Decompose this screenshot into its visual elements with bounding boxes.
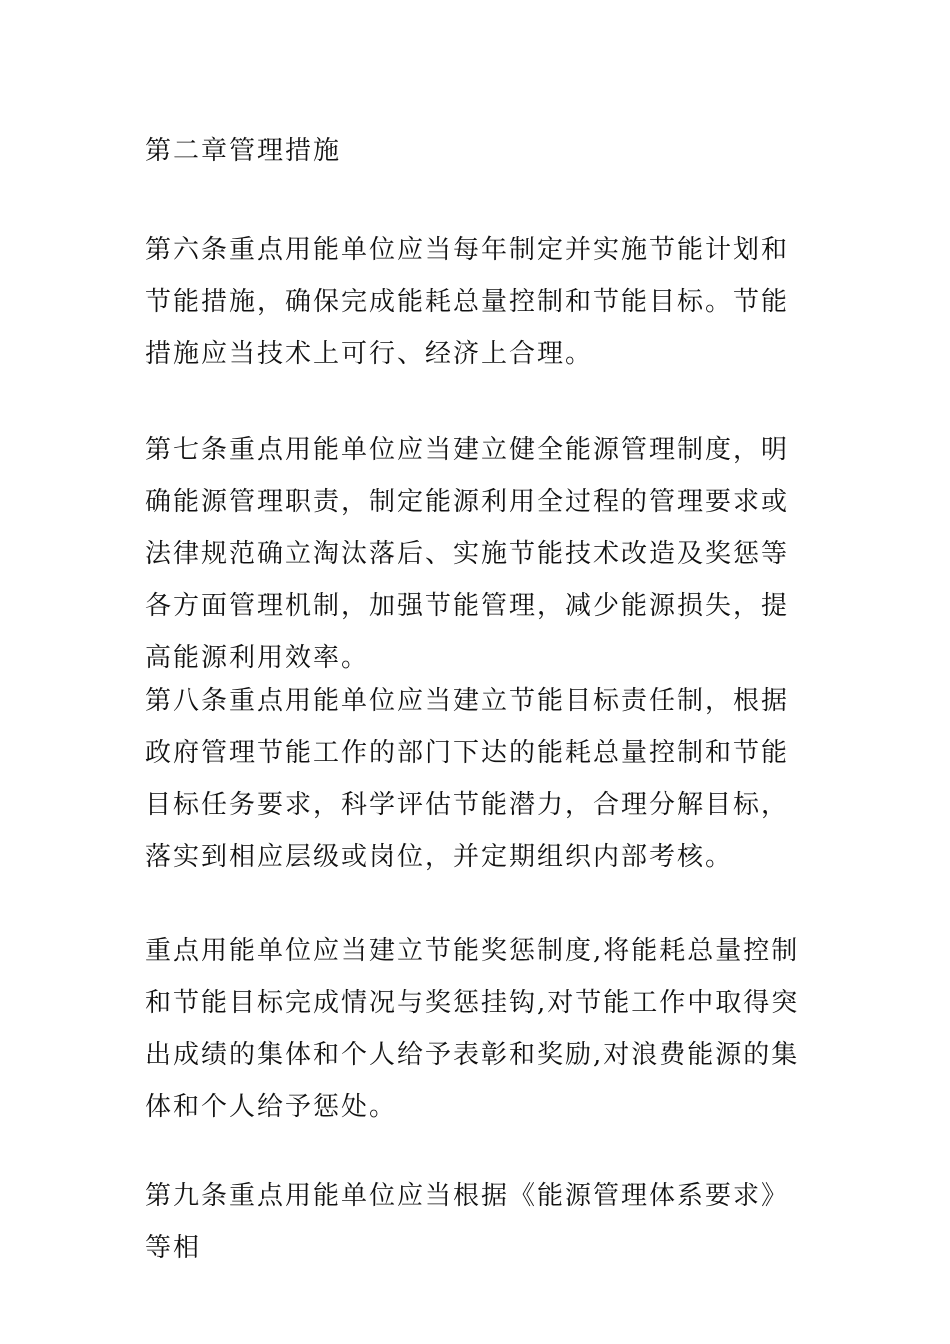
article-7-paragraph: 第七条重点用能单位应当建立健全能源管理制度，明确能源管理职责，制定能源利用全过程的管理要求或法律规范确立淘汰落后、实施节能技术改造及奖惩等各方面管理机制，加强节能管理，减少能源损失，提高能源利用效率。 [145, 435, 790, 673]
article-9-paragraph: 第九条重点用能单位应当根据《能源管理体系要求》等相 [145, 1181, 790, 1263]
article-6-paragraph: 第六条重点用能单位应当每年制定并实施节能计划和节能措施，确保完成能耗总量控制和节能目标。节能措施应当技术上可行、经济上合理。 [145, 235, 790, 369]
article-8-paragraph: 第八条重点用能单位应当建立节能目标责任制，根据政府管理节能工作的部门下达的能耗总量控制和节能目标任务要求，科学评估节能潜力，合理分解目标，落实到相应层级或岗位，并定期组织内部考核。 [145, 686, 790, 872]
reward-punishment-paragraph: 重点用能单位应当建立节能奖惩制度,将能耗总量控制和节能目标完成情况与奖惩挂钩,对节能工作中取得突出成绩的集体和个人给予表彰和奖励,对浪费能源的集体和个人给予惩处。 [145, 936, 800, 1122]
chapter-heading: 第二章管理措施 [145, 136, 342, 166]
